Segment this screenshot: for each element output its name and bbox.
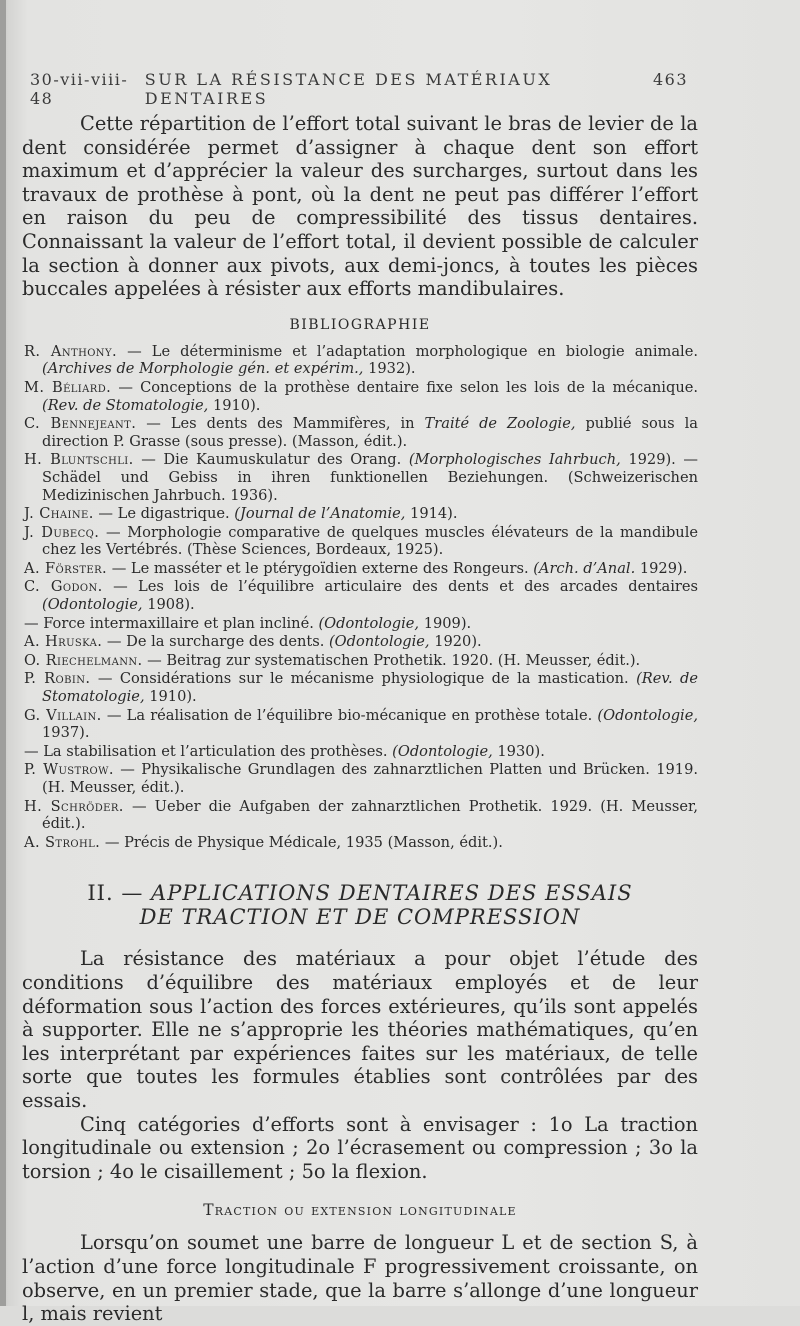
- bibliography-entry: [22, 761, 698, 796]
- bibliography-entry: [22, 615, 698, 633]
- reference-year: 1908).: [142, 596, 195, 614]
- reference-year: 1910).: [144, 688, 197, 706]
- bibliography-entry: [22, 578, 698, 613]
- reference-author: A. Strohl.: [24, 833, 101, 851]
- reference-author: J. Chaine.: [24, 505, 94, 523]
- page-body: [22, 112, 698, 1326]
- reference-text: — Considérations sur le mécanisme physiologique de la mastication.: [90, 670, 637, 688]
- reference-author: H. Bluntschli.: [24, 451, 134, 469]
- reference-author: C. Bennejeant.: [24, 415, 137, 433]
- bibliography-entry: [22, 524, 698, 559]
- bibliography-entry: [22, 633, 698, 651]
- reference-source: (Odontologie,: [597, 706, 698, 724]
- reference-author: G. Villain.: [24, 706, 102, 724]
- section-number: II. —: [87, 881, 144, 906]
- bibliography-entry: [22, 743, 698, 761]
- reference-text: — La stabilisation et l’articulation des prothèses.: [24, 742, 393, 760]
- bibliography-list: [22, 343, 698, 852]
- intro-paragraph: Cette répartition de l’effort total suivant le bras de levier de la dent considérée permet d’assigner à chaque dent son effort maximum et d’apprécier la valeur des surcharges, surtout dans les travaux de prothèse à pont, où la dent ne peut pas différer l’effort en raison du peu de compressibilité des tissus dentaires. Connaissant la valeur de l’effort total, il devient possible de calculer la section à donner aux pivots, aux demi-joncs, à toutes les pièces buccales appelées à résister aux efforts mandibulaires.: [22, 112, 698, 301]
- section-heading: [22, 881, 698, 929]
- section-title-line2: DE TRACTION ET DE COMPRESSION: [139, 905, 581, 930]
- reference-text: — Précis de Physique Médicale, 1935 (Masson, édit.).: [100, 833, 503, 851]
- reference-year: publié sous la direction P. Grasse (sous presse). (Masson, édit.).: [42, 415, 698, 450]
- reference-year: 1929). — Schädel und Gebiss in ihren funktionellen Beziehungen. (Schweizerischen Medizinischen Jahrbuch. 1936).: [42, 451, 698, 504]
- bibliography-entry: [22, 798, 698, 833]
- header-left-mark: 30-vii-viii-48: [30, 70, 129, 108]
- reference-author: A. Hruska.: [24, 633, 103, 651]
- bibliography-entry: [22, 379, 698, 414]
- body-paragraph: La résistance des matériaux a pour objet l’étude des conditions d’équilibre des matériaux employés et de leur déformation sous l’action des forces extérieures, qu’ils sont appelés à supporter. Elle ne s’approprie les théories mathématiques, qu’en les interprétant par expériences faites sur les matériaux, de telle sorte que toutes les formules établies sont contrôlées par des essais.: [22, 947, 698, 1112]
- reference-source: (Odontologie,: [328, 633, 430, 651]
- reference-year: 1920).: [429, 633, 482, 651]
- reference-source: Traité de Zoologie,: [424, 415, 576, 433]
- reference-source: (Rev. de Stomatologie,: [42, 670, 698, 706]
- reference-text: — Die Kaumuskulatur des Orang.: [133, 451, 409, 469]
- reference-text: — De la surcharge des dents.: [102, 633, 329, 651]
- body-paragraph: Cinq catégories d’efforts sont à envisager : 1o La traction longitudinale ou extension ; 2o l’écrasement ou compression ; 3o la torsion ; 4o le cisaillement ; 5o la flexion.: [22, 1112, 698, 1183]
- bibliography-entry: [22, 343, 698, 378]
- book-spine-shadow: [0, 0, 6, 1306]
- reference-year: 1932).: [363, 360, 416, 378]
- reference-author: M. Béliard.: [24, 378, 112, 396]
- bibliography-entry: [22, 415, 698, 450]
- bibliography-entry: [22, 451, 698, 504]
- reference-source: (Morphologisches Iahrbuch,: [408, 451, 621, 469]
- reference-source: (Odontologie,: [42, 596, 143, 614]
- reference-text: — Physikalische Grundlagen des zahnarztlichen Platten und Brücken. 1919. (H. Meusser, édit.).: [42, 761, 698, 796]
- bibliography-entry: [22, 834, 698, 852]
- reference-source: (Odontologie,: [318, 614, 420, 632]
- reference-author: P. Robin.: [24, 670, 91, 688]
- subsection-heading: Traction ou extension longitudinale: [203, 1201, 517, 1220]
- bibliography-entry: [22, 652, 698, 670]
- reference-year: 1910).: [208, 396, 261, 414]
- reference-author: J. Dubecq.: [24, 523, 100, 541]
- reference-text: — Conceptions de la prothèse dentaire fixe selon les lois de la mécanique.: [111, 378, 698, 396]
- reference-author: A. Förster.: [24, 559, 108, 577]
- reference-year: 1914).: [405, 505, 458, 523]
- reference-text: — Les dents des Mammifères, in: [136, 415, 425, 433]
- bibliography-entry: [22, 707, 698, 742]
- reference-author: C. Godon.: [24, 578, 103, 596]
- reference-author: H. Schröder.: [24, 797, 124, 815]
- reference-text: — Le digastrique.: [93, 505, 235, 523]
- reference-source: (Odontologie,: [392, 742, 493, 760]
- body-paragraph: Lorsqu’on soumet une barre de longueur L et de section S, à l’action d’une force longitudinale F progressivement croissante, on observe, en un premier stade, que la barre s’allonge d’une longueur l, mais revient: [22, 1231, 698, 1326]
- bibliography-entry: [22, 670, 698, 705]
- reference-year: 1909).: [419, 614, 472, 632]
- reference-text: — Beitrag zur systematischen Prothetik. 1920. (H. Meusser, édit.).: [142, 651, 641, 669]
- reference-author: O. Riechelmann.: [24, 651, 143, 669]
- bibliography-entry: [22, 505, 698, 523]
- reference-text: — Les lois de l’équilibre articulaire des dents et des arcades dentaires: [102, 578, 698, 596]
- reference-author: P. Wustrow.: [24, 761, 114, 779]
- reference-author: R. Anthony.: [24, 342, 117, 360]
- reference-year: 1930).: [492, 742, 545, 760]
- running-header: [30, 70, 688, 108]
- page-number: 463: [652, 70, 688, 89]
- reference-text: — Ueber die Aufgaben der zahnarztlichen Prothetik. 1929. (H. Meusser, édit.).: [42, 797, 698, 833]
- reference-year: 1929).: [635, 559, 688, 577]
- section-title-line1: APPLICATIONS DENTAIRES DES ESSAIS: [151, 881, 633, 906]
- reference-source: (Arch. d’Anal.: [533, 559, 636, 577]
- reference-source: (Journal de l’Anatomie,: [234, 505, 406, 523]
- reference-text: — Le déterminisme et l’adaptation morphologique en biologie animale.: [116, 342, 698, 360]
- reference-text: — Force intermaxillaire et plan incliné.: [24, 614, 319, 632]
- running-title: SUR LA RÉSISTANCE DES MATÉRIAUX DENTAIRES: [144, 70, 553, 108]
- reference-text: — Morphologie comparative de quelques muscles élévateurs de la mandibule chez les Vertébrés. (Thèse Sciences, Bordeaux, 1925).: [42, 523, 699, 559]
- reference-source: (Archives de Morphologie gén. et expérim.,: [42, 360, 364, 378]
- bibliography-entry: [22, 560, 698, 578]
- reference-source: (Rev. de Stomatologie,: [42, 396, 209, 414]
- reference-text: — La réalisation de l’équilibre bio-mécanique en prothèse totale.: [101, 706, 598, 724]
- bibliography-heading: BIBLIOGRAPHIE: [289, 316, 431, 333]
- reference-year: 1937).: [42, 724, 90, 742]
- reference-text: — Le masséter et le ptérygoïdien externe des Rongeurs.: [107, 559, 534, 577]
